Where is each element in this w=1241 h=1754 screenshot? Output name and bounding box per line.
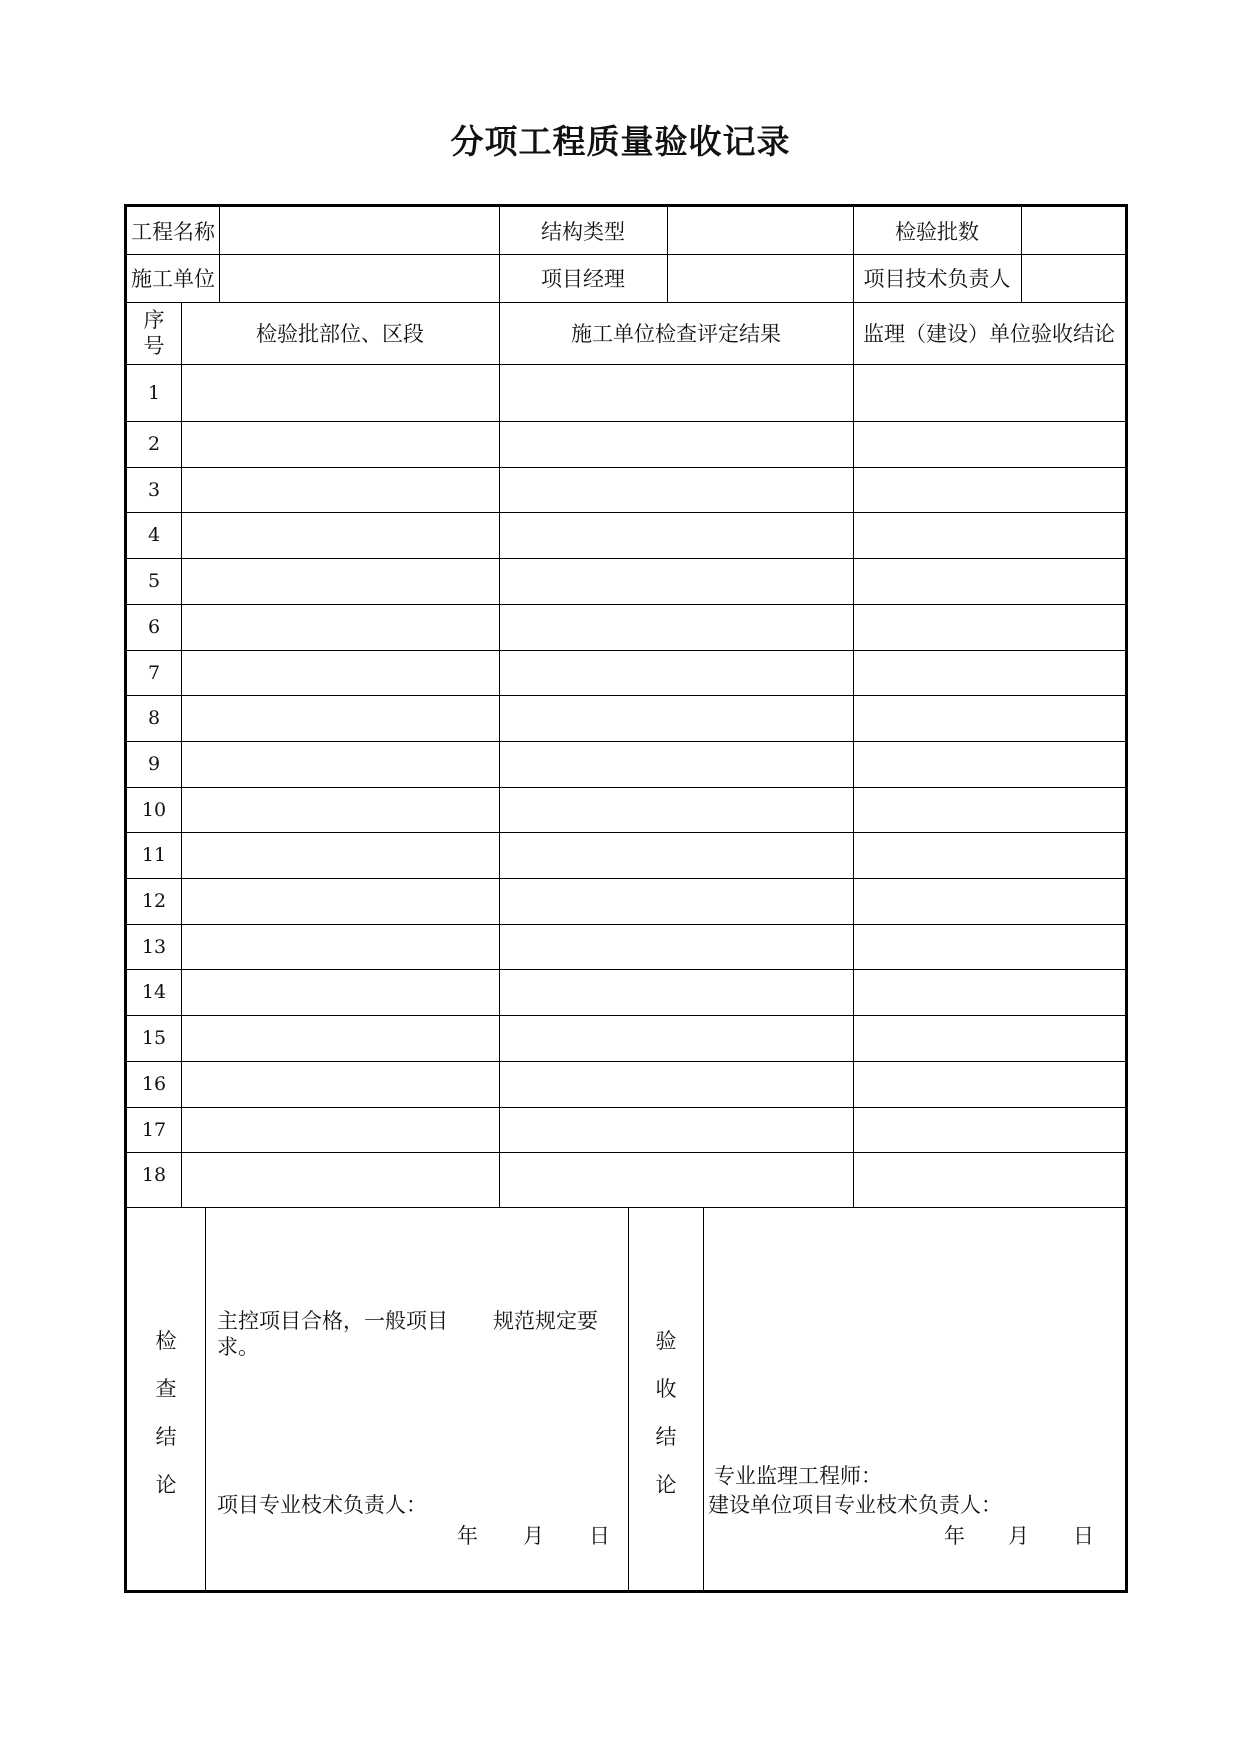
inspection-label-char: 结 [155, 1425, 177, 1449]
supervision-conclusion-cell[interactable] [853, 1061, 1125, 1107]
construction-result-cell[interactable] [499, 421, 853, 467]
supervision-conclusion-cell[interactable] [853, 364, 1125, 421]
supervision-conclusion-cell[interactable] [853, 695, 1125, 741]
acceptance-label-char: 结 [655, 1425, 677, 1449]
row-number: 13 [141, 936, 167, 958]
inspection-signer: 项目专业枝术负责人： [217, 1493, 427, 1517]
construction-result-cell[interactable] [499, 467, 853, 513]
inspection-month: 月 [523, 1524, 544, 1548]
construction-result-cell[interactable] [499, 604, 853, 650]
supervision-conclusion-cell[interactable] [853, 1107, 1125, 1153]
project-name-label: 工程名称 [131, 219, 215, 244]
construction-result-cell[interactable] [499, 558, 853, 604]
supervision-conclusion-cell[interactable] [853, 969, 1125, 1015]
row-number: 17 [141, 1119, 167, 1141]
row-number: 2 [147, 433, 161, 455]
construction-result-cell[interactable] [499, 364, 853, 421]
location-cell[interactable] [181, 650, 499, 696]
supervision-conclusion-cell[interactable] [853, 1015, 1125, 1061]
supervision-conclusion-cell[interactable] [853, 878, 1125, 924]
inspection-label-char: 论 [155, 1473, 177, 1497]
construction-unit-label: 施工单位 [131, 267, 215, 291]
location-header: 检验批部位、区段 [256, 322, 424, 346]
location-cell[interactable] [181, 604, 499, 650]
row-number: 18 [141, 1164, 167, 1186]
acceptance-label [646, 1317, 686, 1509]
location-cell[interactable] [181, 832, 499, 878]
location-cell[interactable] [181, 467, 499, 513]
seq-header [127, 302, 181, 364]
construction-result-cell[interactable] [499, 512, 853, 558]
inspection-text-line1: 主控项目合格，一般项目 [217, 1309, 448, 1333]
location-cell[interactable] [181, 558, 499, 604]
structure-type-field[interactable] [667, 207, 853, 254]
supervision-conclusion-cell[interactable] [853, 558, 1125, 604]
location-cell[interactable] [181, 1015, 499, 1061]
supervision-conclusion-cell[interactable] [853, 512, 1125, 558]
supervision-conclusion-cell[interactable] [853, 924, 1125, 970]
construction-result-cell[interactable] [499, 878, 853, 924]
acceptance-day: 日 [1073, 1524, 1094, 1548]
row-number: 8 [147, 707, 161, 729]
location-cell[interactable] [181, 1061, 499, 1107]
acceptance-engineer: 专业监理工程师： [714, 1464, 882, 1488]
inspection-text-line1b: 规范规定要 [493, 1309, 598, 1333]
supervision-conclusion-cell[interactable] [853, 421, 1125, 467]
seq-header-line2: 号 [143, 334, 165, 358]
page-title: 分项工程质量验收记录 [450, 122, 791, 161]
construction-result-cell[interactable] [499, 969, 853, 1015]
tech-lead-field[interactable] [1021, 254, 1125, 302]
construction-result-cell[interactable] [499, 832, 853, 878]
row-number: 14 [141, 981, 167, 1003]
acceptance-year: 年 [944, 1524, 965, 1548]
location-cell[interactable] [181, 1107, 499, 1153]
construction-result-cell[interactable] [499, 1107, 853, 1153]
inspection-label-char: 检 [155, 1329, 177, 1353]
batch-count-field[interactable] [1021, 207, 1125, 254]
construction-result-cell[interactable] [499, 1061, 853, 1107]
row-number: 5 [147, 570, 161, 592]
row-number: 3 [147, 479, 161, 501]
location-cell[interactable] [181, 969, 499, 1015]
acceptance-label-char: 论 [655, 1473, 677, 1497]
row-number: 16 [141, 1073, 167, 1095]
acceptance-label-char: 收 [655, 1377, 677, 1401]
supervision-conclusion-cell[interactable] [853, 604, 1125, 650]
construction-result-cell[interactable] [499, 650, 853, 696]
seq-header-line1: 序 [143, 308, 165, 332]
construction-result-cell[interactable] [499, 1152, 853, 1198]
supervision-conclusion-cell[interactable] [853, 467, 1125, 513]
construction-result-cell[interactable] [499, 695, 853, 741]
tech-lead-label: 项目技术负责人 [863, 267, 1011, 291]
construction-unit-field[interactable] [219, 254, 499, 302]
row-number: 11 [141, 844, 167, 866]
project-manager-label: 项目经理 [541, 267, 625, 291]
construction-result-cell[interactable] [499, 741, 853, 787]
location-cell[interactable] [181, 924, 499, 970]
acceptance-label-char: 验 [655, 1329, 677, 1353]
structure-type-label: 结构类型 [541, 219, 625, 244]
inspection-year: 年 [457, 1524, 478, 1548]
row-number: 7 [147, 662, 161, 684]
project-manager-field[interactable] [667, 254, 853, 302]
construction-result-cell[interactable] [499, 924, 853, 970]
location-cell[interactable] [181, 787, 499, 833]
supervision-conclusion-cell[interactable] [853, 650, 1125, 696]
inspection-day: 日 [589, 1524, 610, 1548]
location-cell[interactable] [181, 741, 499, 787]
batch-count-label: 检验批数 [895, 219, 979, 244]
supervision-conclusion-cell[interactable] [853, 832, 1125, 878]
supervision-conclusion-cell[interactable] [853, 787, 1125, 833]
supervision-conclusion-cell[interactable] [853, 741, 1125, 787]
row-number: 12 [141, 890, 167, 912]
construction-result-cell[interactable] [499, 787, 853, 833]
location-cell[interactable] [181, 421, 499, 467]
construction-result-header: 施工单位检查评定结果 [571, 322, 781, 346]
location-cell[interactable] [181, 878, 499, 924]
row-number: 9 [147, 753, 161, 775]
row-number: 1 [147, 381, 161, 404]
inspection-text-line2: 求。 [217, 1335, 259, 1359]
location-cell[interactable] [181, 695, 499, 741]
row-number: 10 [141, 799, 167, 821]
row-number: 6 [147, 616, 161, 638]
row-number: 15 [141, 1027, 167, 1049]
row-number: 4 [147, 524, 161, 546]
acceptance-owner-signer: 建设单位项目专业枝术负责人： [708, 1493, 1002, 1517]
supervision-conclusion-header: 监理（建设）单位验收结论 [863, 322, 1115, 346]
inspection-label-char: 查 [155, 1377, 177, 1401]
construction-result-cell[interactable] [499, 1015, 853, 1061]
location-cell[interactable] [181, 512, 499, 558]
location-cell[interactable] [181, 1152, 499, 1198]
supervision-conclusion-cell[interactable] [853, 1152, 1125, 1198]
record-form [124, 204, 1128, 1593]
project-name-field[interactable] [219, 207, 499, 254]
inspection-label [146, 1317, 186, 1509]
location-cell[interactable] [181, 364, 499, 421]
acceptance-month: 月 [1008, 1524, 1029, 1548]
